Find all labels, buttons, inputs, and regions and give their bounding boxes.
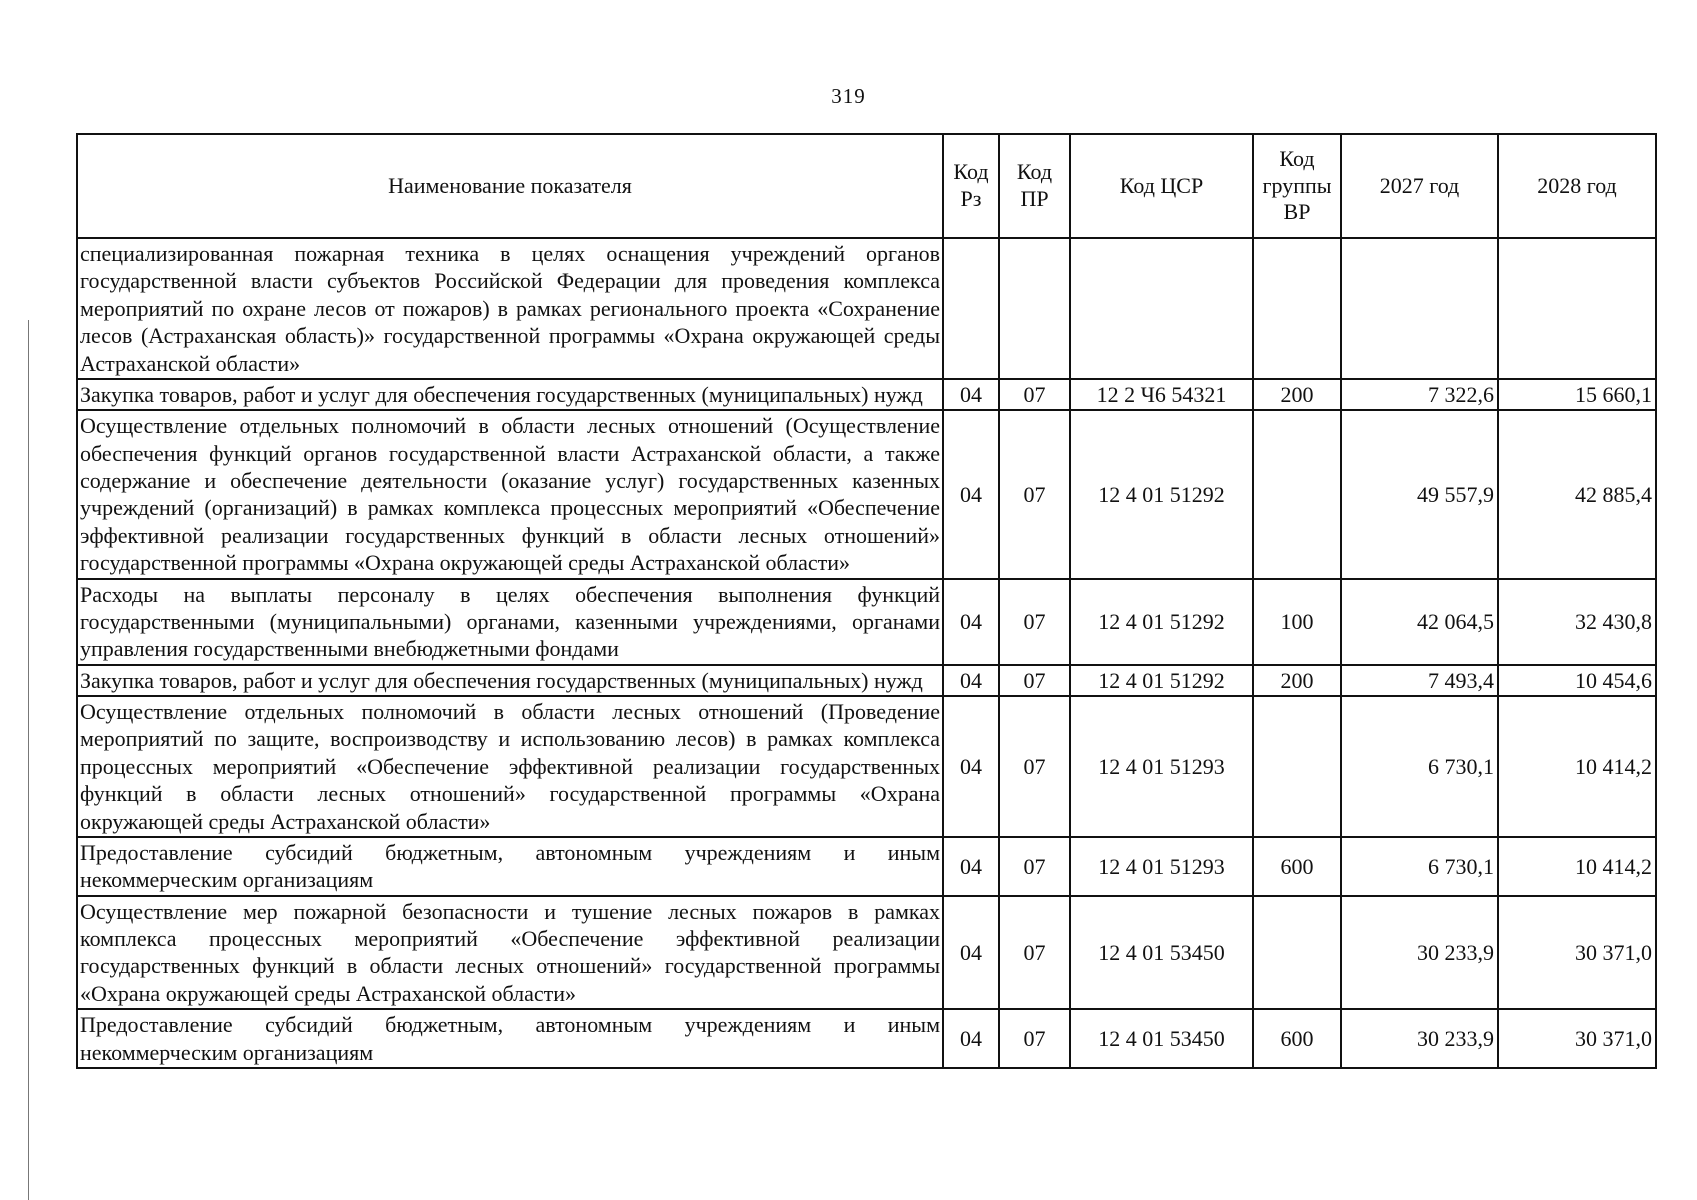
row-rz: 04 — [943, 1009, 999, 1068]
row-name: специализированная пожарная техника в целях оснащения учреждений органов государственной власти субъектов Российской Федерации для проведения комплекса мероприятий по охране лесов от пожаров) в рамках регионального проекта «Сохранение лесов (Астраханская область)» государственной программы «Охрана окружающей среды Астраханской области» — [77, 238, 943, 379]
row-csr: 12 4 01 51292 — [1070, 579, 1253, 665]
row-csr: 12 4 01 53450 — [1070, 1009, 1253, 1068]
row-2027: 7 493,4 — [1341, 665, 1498, 696]
row-pr: 07 — [999, 579, 1070, 665]
row-vr: 100 — [1253, 579, 1341, 665]
row-2027: 6 730,1 — [1341, 837, 1498, 896]
row-2028: 30 371,0 — [1498, 896, 1656, 1010]
row-rz: 04 — [943, 379, 999, 410]
row-vr: 200 — [1253, 665, 1341, 696]
table-row — [77, 665, 1656, 696]
row-pr: 07 — [999, 696, 1070, 837]
row-pr: 07 — [999, 379, 1070, 410]
row-rz: 04 — [943, 837, 999, 896]
row-pr: 07 — [999, 896, 1070, 1010]
row-pr — [999, 238, 1070, 379]
row-rz: 04 — [943, 410, 999, 578]
row-2028: 42 885,4 — [1498, 410, 1656, 578]
header-name: Наименование показателя — [77, 134, 943, 238]
row-pr: 07 — [999, 837, 1070, 896]
row-2028: 30 371,0 — [1498, 1009, 1656, 1068]
scan-margin-line — [28, 320, 29, 1200]
row-2028: 15 660,1 — [1498, 379, 1656, 410]
header-vr: Код группы ВР — [1253, 134, 1341, 238]
row-name: Осуществление мер пожарной безопасности и тушение лесных пожаров в рамках комплекса процессных мероприятий «Обеспечение эффективной реализации государственных функций в области лесных отношений» государственной программы «Охрана окружающей среды Астраханской области» — [77, 896, 943, 1010]
row-name: Осуществление отдельных полномочий в области лесных отношений (Осуществление обеспечения функций органов государственной власти Астраханской области, а также содержание и обеспечение деятельности (оказание услуг) государственных казенных учреждений (организаций) в рамках комплекса процессных мероприятий «Обеспечение эффективной реализации государственных функций в области лесных отношений» государственной программы «Охрана окружающей среды Астраханской области» — [77, 410, 943, 578]
row-2027: 6 730,1 — [1341, 696, 1498, 837]
row-rz: 04 — [943, 665, 999, 696]
row-name: Закупка товаров, работ и услуг для обеспечения государственных (муниципальных) нужд — [77, 665, 943, 696]
row-csr: 12 4 01 53450 — [1070, 896, 1253, 1010]
header-2028: 2028 год — [1498, 134, 1656, 238]
table-row — [77, 579, 1656, 665]
row-vr: 600 — [1253, 1009, 1341, 1068]
header-pr: Код ПР — [999, 134, 1070, 238]
page-number: 319 — [831, 84, 866, 108]
row-name: Предоставление субсидий бюджетным, автономным учреждениям и иным некоммерческим организациям — [77, 837, 943, 896]
row-rz — [943, 238, 999, 379]
row-2027: 42 064,5 — [1341, 579, 1498, 665]
row-2027 — [1341, 238, 1498, 379]
row-vr — [1253, 696, 1341, 837]
row-vr: 600 — [1253, 837, 1341, 896]
row-2027: 49 557,9 — [1341, 410, 1498, 578]
row-pr: 07 — [999, 410, 1070, 578]
table-row — [77, 238, 1656, 379]
row-2028: 10 414,2 — [1498, 837, 1656, 896]
row-csr: 12 4 01 51293 — [1070, 696, 1253, 837]
row-2028: 32 430,8 — [1498, 579, 1656, 665]
row-name: Расходы на выплаты персоналу в целях обеспечения выполнения функций государственными (муниципальными) органами, казенными учреждениями, органами управления государственными внебюджетными фондами — [77, 579, 943, 665]
row-rz: 04 — [943, 696, 999, 837]
row-name: Осуществление отдельных полномочий в области лесных отношений (Проведение мероприятий по защите, воспроизводству и использованию лесов) в рамках комплекса процессных мероприятий «Обеспечение эффективной реализации государственных функций в области лесных отношений» государственной программы «Охрана окружающей среды Астраханской области» — [77, 696, 943, 837]
row-vr — [1253, 238, 1341, 379]
row-vr — [1253, 410, 1341, 578]
row-pr: 07 — [999, 1009, 1070, 1068]
row-name: Закупка товаров, работ и услуг для обеспечения государственных (муниципальных) нужд — [77, 379, 943, 410]
row-rz: 04 — [943, 896, 999, 1010]
row-2028: 10 454,6 — [1498, 665, 1656, 696]
table-row — [77, 1009, 1656, 1068]
header-csr: Код ЦСР — [1070, 134, 1253, 238]
row-csr — [1070, 238, 1253, 379]
budget-table — [76, 133, 1657, 1069]
row-csr: 12 4 01 51293 — [1070, 837, 1253, 896]
row-2027: 30 233,9 — [1341, 896, 1498, 1010]
row-2027: 30 233,9 — [1341, 1009, 1498, 1068]
row-rz: 04 — [943, 579, 999, 665]
table-row — [77, 896, 1656, 1010]
row-csr: 12 2 Ч6 54321 — [1070, 379, 1253, 410]
row-2028 — [1498, 238, 1656, 379]
table-row — [77, 837, 1656, 896]
header-2027: 2027 год — [1341, 134, 1498, 238]
header-rz: Код Рз — [943, 134, 999, 238]
table-row — [77, 410, 1656, 578]
table-header-row — [77, 134, 1656, 238]
row-csr: 12 4 01 51292 — [1070, 410, 1253, 578]
row-pr: 07 — [999, 665, 1070, 696]
row-vr — [1253, 896, 1341, 1010]
row-2028: 10 414,2 — [1498, 696, 1656, 837]
row-vr: 200 — [1253, 379, 1341, 410]
row-csr: 12 4 01 51292 — [1070, 665, 1253, 696]
row-name: Предоставление субсидий бюджетным, автономным учреждениям и иным некоммерческим организациям — [77, 1009, 943, 1068]
table-row — [77, 379, 1656, 410]
row-2027: 7 322,6 — [1341, 379, 1498, 410]
table-row — [77, 696, 1656, 837]
